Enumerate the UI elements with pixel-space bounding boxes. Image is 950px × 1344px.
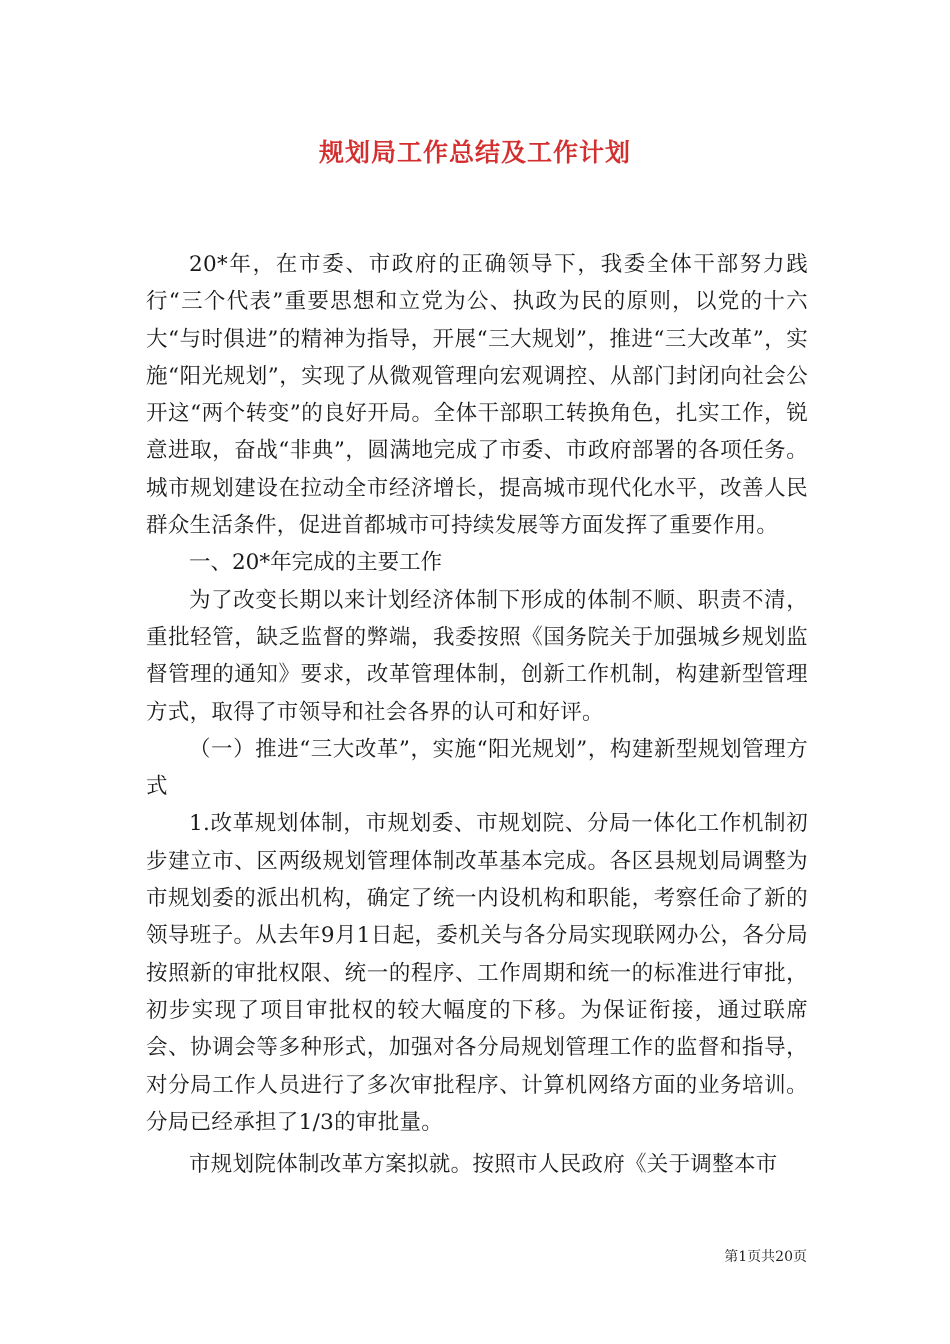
paragraph-reform-details: 1.改革规划体制，市规划委、市规划院、分局一体化工作机制初步建立市、区两级规划管理体制改革基本完成。各区县规划局调整为市规划委的派出机构，确定了统一内设机构和职能，考察任命了新的领导班子。从去年9月1日起，委机关与各分局实现联网办公，各分局按照新的审批权限、统一的程序、工作周期和统一的标准进行审批，初步实现了项目审批权的较大幅度的下移。为保证衔接，通过联席会、协调会等多种形式，加强对各分局规划管理工作的监督和指导，对分局工作人员进行了多次审批程序、计算机网络方面的业务培训。分局已经承担了1/3的审批量。 <box>146 811 808 1135</box>
document-title: 规划局工作总结及工作计划 <box>318 138 631 167</box>
document-body <box>146 246 808 1183</box>
paragraph-institute-reform: 市规划院体制改革方案拟就。按照市人民政府《关于调整本市 <box>189 1152 778 1178</box>
paragraph-intro: 20*年，在市委、市政府的正确领导下，我委全体干部努力践行“三个代表”重要思想和立党为公、执政为民的原则，以党的十六大“与时俱进”的精神为指导，开展“三大规划”，推进“三大改革”，实施“阳光规划”，实现了从微观管理向宏观调控、从部门封闭向社会公开这“两个转变”的良好开局。全体干部职工转换角色，扎实工作，锐意进取，奋战“非典”，圆满地完成了市委、市政府部署的各项任务。城市规划建设在拉动全市经济增长，提高城市现代化水平，改善人民群众生活条件，促进首都城市可持续发展等方面发挥了重要作用。 <box>146 252 808 539</box>
subsection-heading-1: （一）推进“三大改革”，实施“阳光规划”，构建新型规划管理方式 <box>146 736 808 800</box>
page-number: 第1页共20页 <box>724 1249 807 1265</box>
section-heading-1: 一、20*年完成的主要工作 <box>189 550 443 576</box>
paragraph-reform-overview: 为了改变长期以来计划经济体制下形成的体制不顺、职责不清，重批轻管，缺乏监督的弊端，我委按照《国务院关于加强城乡规划监督管理的通知》要求，改革管理体制，创新工作机制，构建新型管理方式，取得了市领导和社会各界的认可和好评。 <box>146 587 808 725</box>
